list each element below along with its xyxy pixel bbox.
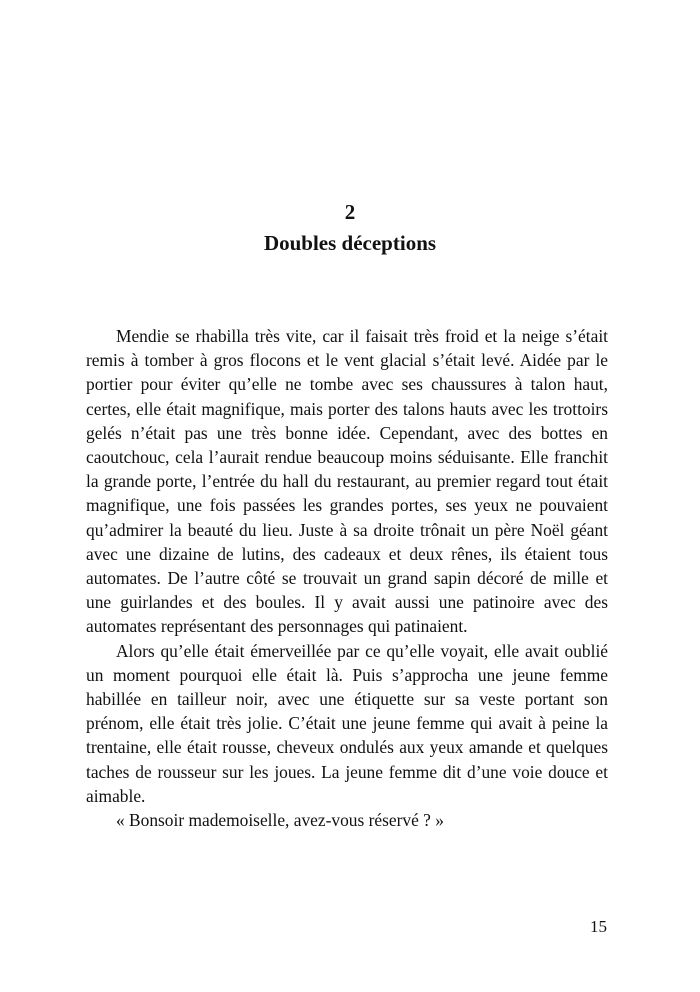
dialogue-line: « Bonsoir mademoiselle, avez-vous réservé ? » bbox=[116, 810, 444, 831]
chapter-number: 2 bbox=[344, 200, 356, 224]
page-number: 15 bbox=[590, 917, 607, 936]
paragraph: Mendie se rhabilla très vite, car il faisait très froid et la neige s’était remis à tomber à gros flocons et le vent glacial s’était levé. Aidée par le portier pour éviter qu’elle ne tombe avec ses chaussures à talon haut, certes, elle était magnifique, mais porter des talons hauts avec les trottoirs gelés n’était pas une très bonne idée. Cependant, avec des bottes en caoutchouc, cela l’aurait rendue beaucoup moins séduisante. Elle franchit la grande porte, l’entrée du hall du restaurant, au premier regard tout était magnifique, une fois passées les grandes portes, ses yeux ne pouvaient qu’admirer la beauté du lieu. Juste à sa droite trônait un père Noël géant avec une dizaine de lutins, des cadeaux et deux rênes, ils étaient tous automates. De l’autre côté se trouvait un grand sapin décoré de mille et une guirlandes et des boules. Il y avait aussi une patinoire avec des automates représentant des personnages qui patinaient. bbox=[86, 326, 608, 637]
body-text bbox=[86, 324, 608, 832]
chapter-title: Doubles déceptions bbox=[263, 231, 437, 255]
paragraph: Alors qu’elle était émerveillée par ce qu’elle voyait, elle avait oublié un moment pourquoi elle était là. Puis s’approcha une jeune femme habillée en tailleur noir, avec une étiquette sur sa veste portant son prénom, elle était très jolie. C’était une jeune femme qui avait à peine la trentaine, elle était rousse, cheveux ondulés aux yeux amande et quelques taches de rousseur sur les joues. La jeune femme dit d’une voie douce et aimable. bbox=[86, 640, 608, 806]
